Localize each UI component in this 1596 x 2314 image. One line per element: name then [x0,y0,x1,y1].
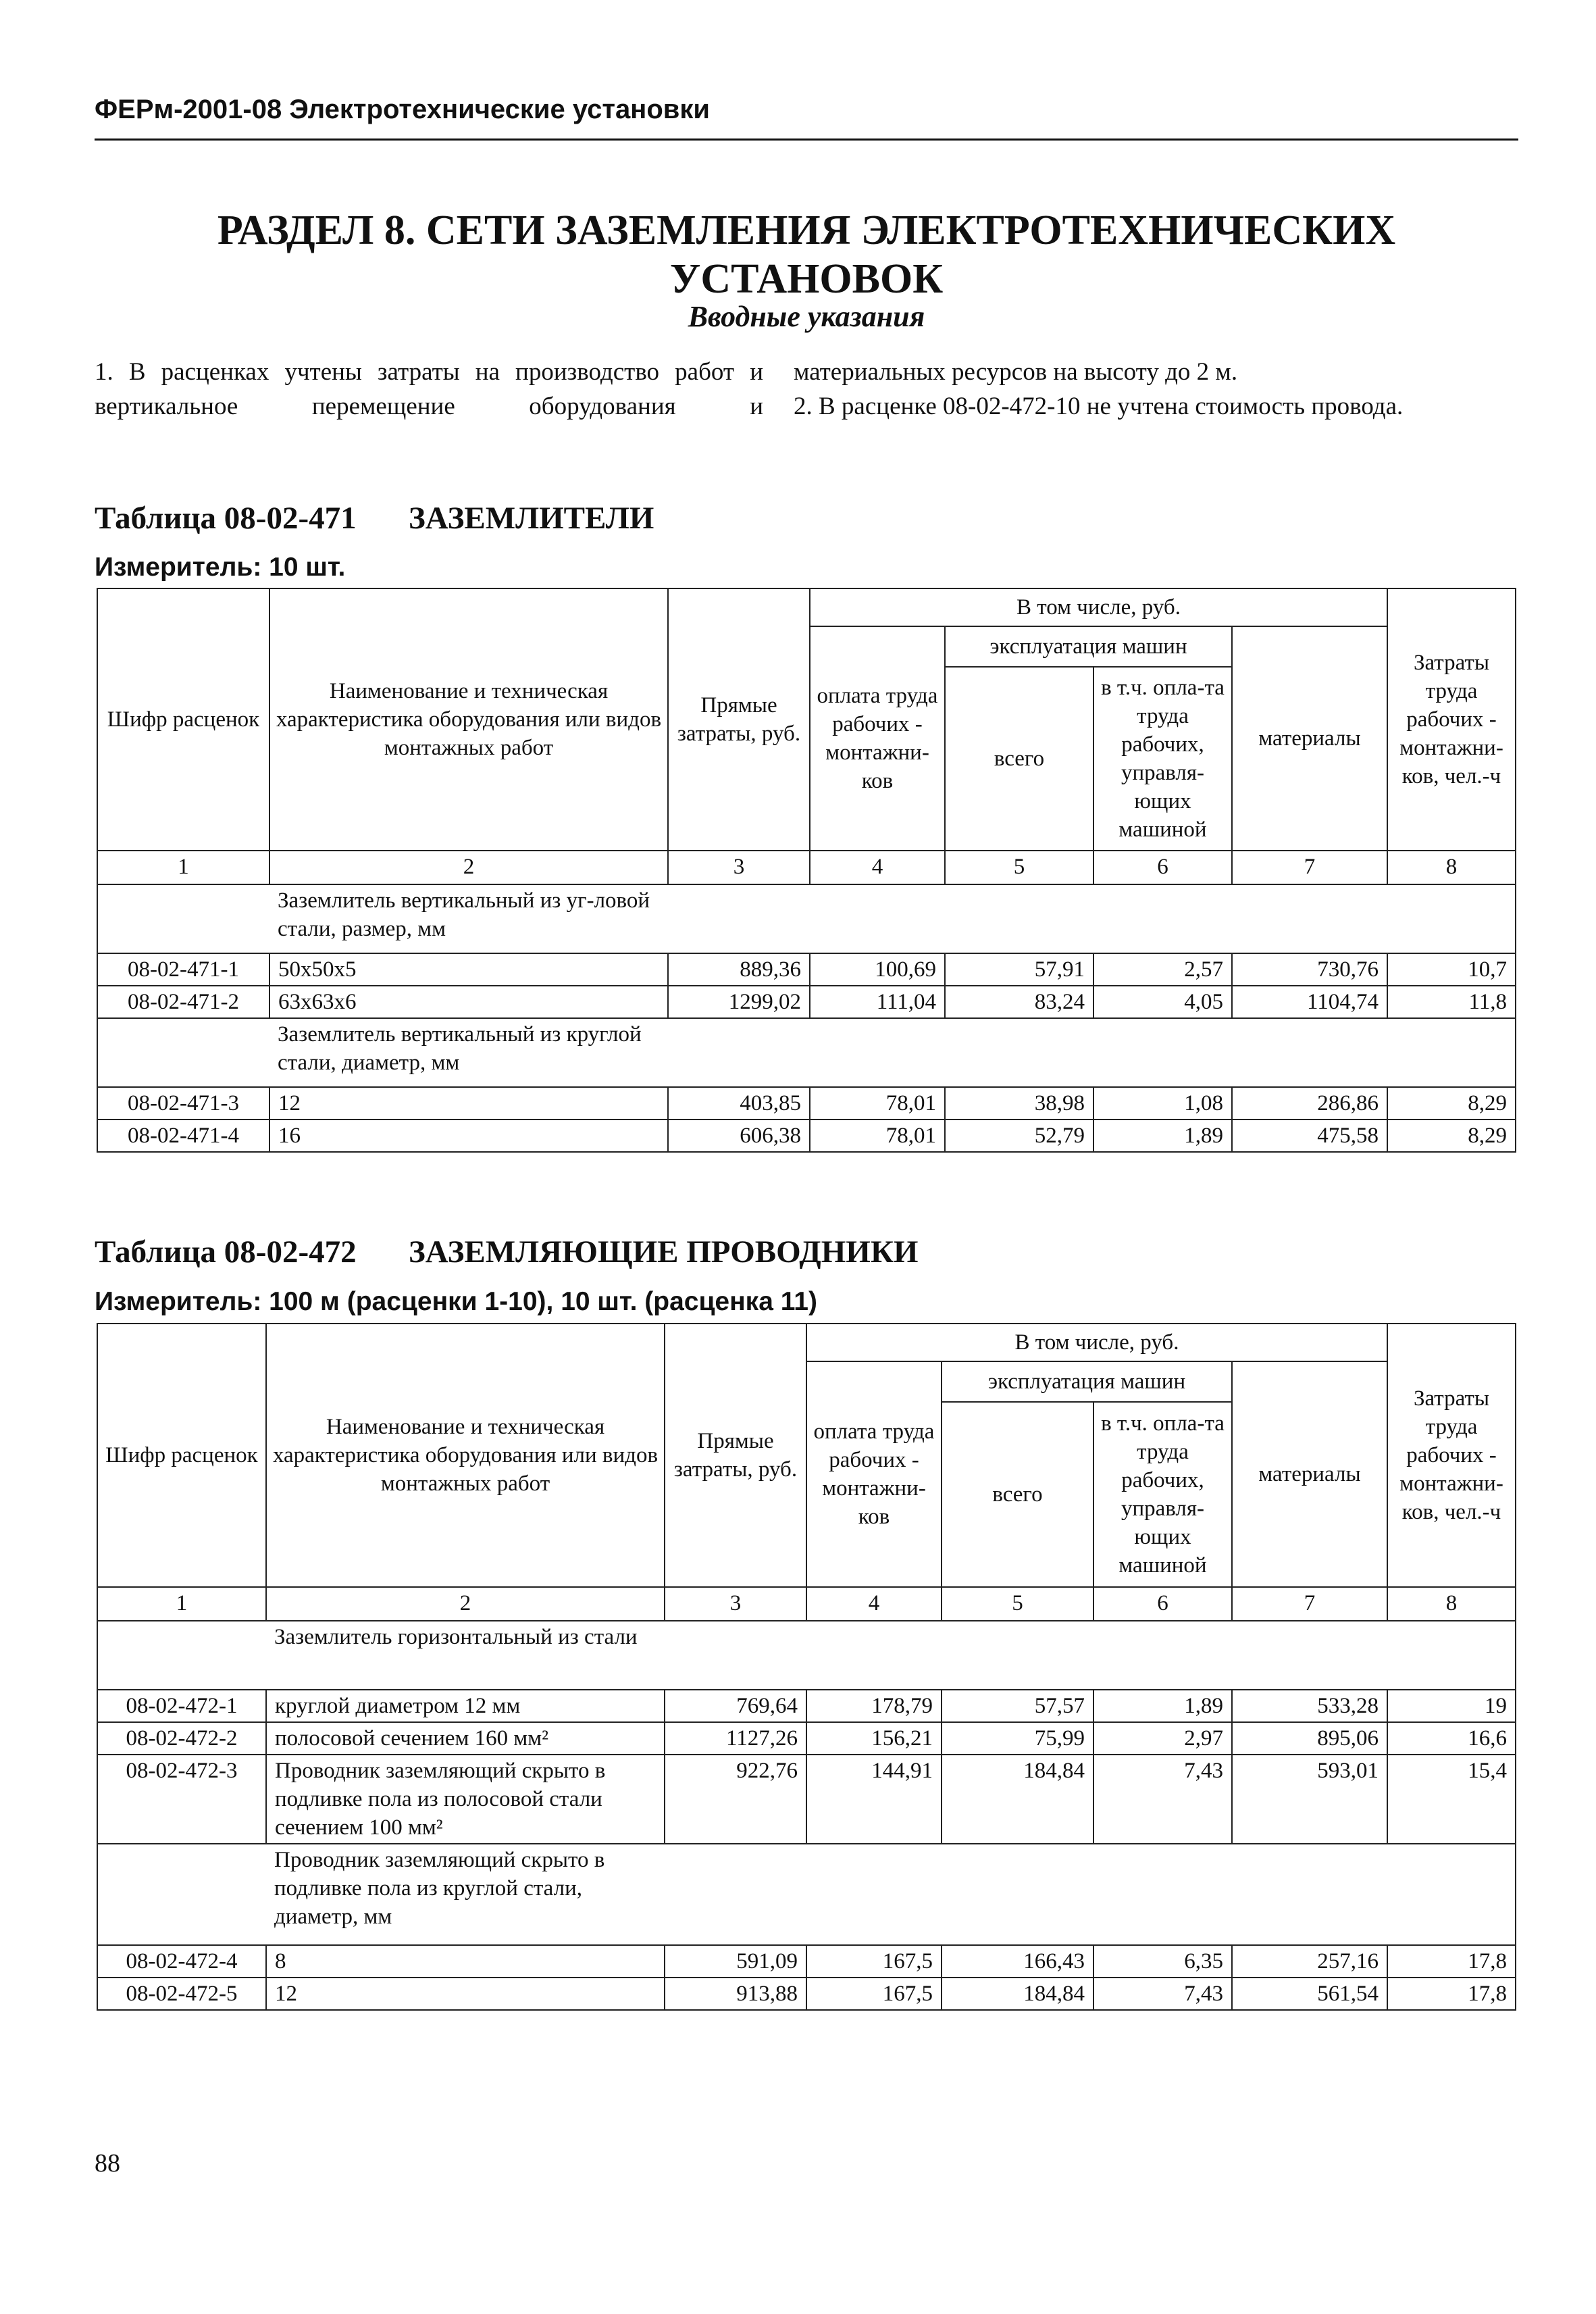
cell-direct: 769,64 [665,1690,806,1722]
cell-pay: 178,79 [806,1690,942,1722]
header-labor-pay: оплата труда рабочих - монтажни-ков [806,1361,942,1587]
cell-labor: 19 [1387,1690,1516,1722]
column-number: 3 [665,1587,806,1621]
cell-code: 08-02-471-2 [97,986,269,1018]
column-number: 5 [942,1587,1093,1621]
cell-direct: 1299,02 [668,986,810,1018]
cell-name: 50х50х5 [269,953,668,986]
table1-meter: Измеритель: 10 шт. [95,553,346,582]
table2-caption [95,1234,918,1270]
table-row [97,953,1516,986]
column-number: 4 [806,1587,942,1621]
cell-mat: 286,86 [1232,1087,1387,1120]
cell-mat: 895,06 [1232,1722,1387,1755]
cell-name: полосовой сечением 160 мм² [266,1722,665,1755]
cell-labor: 16,6 [1387,1722,1516,1755]
cell-oper: 1,89 [1093,1690,1232,1722]
column-number: 2 [269,851,668,884]
header-labor-costs: Затраты труда рабочих - монтажни-ков, чел.-ч [1387,588,1516,851]
cell-pay: 100,69 [810,953,945,986]
cell-pay: 78,01 [810,1087,945,1120]
cell-total: 75,99 [942,1722,1093,1755]
intro-right-line2: 2. В расценке 08-02-472-10 не учтена стоимость провода. [794,393,1404,420]
cell-oper: 4,05 [1093,986,1232,1018]
cell-oper: 2,57 [1093,953,1232,986]
column-number: 1 [97,1587,266,1621]
cell-pay: 156,21 [806,1722,942,1755]
cell-direct: 606,38 [668,1120,810,1152]
cell-code: 08-02-472-3 [97,1755,266,1844]
column-number: 6 [1093,1587,1232,1621]
cell-oper: 7,43 [1093,1978,1232,2010]
table2-title: ЗАЗЕМЛЯЮЩИЕ ПРОВОДНИКИ [409,1234,919,1269]
cell-oper: 1,08 [1093,1087,1232,1120]
group-row [97,1844,1516,1945]
header-direct-costs: Прямые затраты, руб. [665,1324,806,1587]
cell-mat: 533,28 [1232,1690,1387,1722]
cell-labor: 8,29 [1387,1087,1516,1120]
cell-mat: 561,54 [1232,1978,1387,2010]
cell-code: 08-02-472-2 [97,1722,266,1755]
group-row [97,1621,1516,1690]
cell-direct: 1127,26 [665,1722,806,1755]
cell-labor: 10,7 [1387,953,1516,986]
cell-pay: 111,04 [810,986,945,1018]
column-number-row [97,851,1516,884]
cell-mat: 1104,74 [1232,986,1387,1018]
cell-total: 184,84 [942,1978,1093,2010]
header-name: Наименование и техническая характеристика оборудования или видов монтажных работ [266,1324,665,1587]
section-title-line2: УСТАНОВОК [669,256,944,302]
cell-mat: 475,58 [1232,1120,1387,1152]
cell-total: 57,57 [942,1690,1093,1722]
column-number: 6 [1093,851,1232,884]
cell-direct: 591,09 [665,1945,806,1978]
table-row [97,1690,1516,1722]
table1-grid [97,588,1516,1153]
cell-labor: 17,8 [1387,1945,1516,1978]
header-machines-total: всего [942,1402,1093,1587]
page-number: 88 [95,2149,120,2178]
cell-oper: 1,89 [1093,1120,1232,1152]
header-materials: материалы [1232,1361,1387,1587]
cell-direct: 889,36 [668,953,810,986]
group-heading: Заземлитель вертикальный из уг-ловой стали, размер, мм [269,884,1516,953]
column-number: 5 [945,851,1093,884]
cell-labor: 8,29 [1387,1120,1516,1152]
header-machine-operators: в т.ч. опла-та труда рабочих, управля-ющих машиной [1093,667,1232,851]
cell-total: 166,43 [942,1945,1093,1978]
cell-labor: 11,8 [1387,986,1516,1018]
cell-total: 83,24 [945,986,1093,1018]
cell-code: 08-02-471-4 [97,1120,269,1152]
cell-name: 16 [269,1120,668,1152]
cell-code: 08-02-472-4 [97,1945,266,1978]
cell-pay: 78,01 [810,1120,945,1152]
table1-caption [95,500,654,536]
header-labor-pay: оплата труда рабочих - монтажни-ков [810,626,945,851]
group-heading: Проводник заземляющий скрыто в подливке пола из круглой стали, диаметр, мм [266,1844,1516,1945]
column-number: 1 [97,851,269,884]
cell-direct: 922,76 [665,1755,806,1844]
cell-mat: 593,01 [1232,1755,1387,1844]
cell-oper: 2,97 [1093,1722,1232,1755]
table2-rows-a [97,1690,1516,1844]
cell-labor: 17,8 [1387,1978,1516,2010]
column-number: 7 [1232,1587,1387,1621]
column-number: 8 [1387,1587,1516,1621]
header-including: В том числе, руб. [806,1324,1387,1361]
cell-direct: 913,88 [665,1978,806,2010]
header-machine-operators: в т.ч. опла-та труда рабочих, управля-ющих машиной [1093,1402,1232,1587]
column-number: 3 [668,851,810,884]
table1-rows-a [97,953,1516,1018]
table2-number: Таблица 08-02-472 [95,1234,357,1269]
intro-right-line1: материальных ресурсов на высоту до 2 м. [794,358,1238,386]
cell-total: 38,98 [945,1087,1093,1120]
group-heading: Заземлитель горизонтальный из стали [266,1621,1516,1690]
header-machines-total: всего [945,667,1093,851]
cell-code: 08-02-472-1 [97,1690,266,1722]
cell-mat: 257,16 [1232,1945,1387,1978]
header-including: В том числе, руб. [810,588,1387,626]
header-rule [95,139,1518,141]
header-materials: материалы [1232,626,1387,851]
section-title-line1: РАЗДЕЛ 8. СЕТИ ЗАЗЕМЛЕНИЯ ЭЛЕКТРОТЕХНИЧЕСКИХ [217,207,1396,253]
group-row [97,884,1516,953]
running-head: ФЕРм-2001-08 Электротехнические установки [95,95,710,124]
table-row [97,1978,1516,2010]
intro-paragraph-right [794,355,1518,424]
table-row [97,1722,1516,1755]
cell-oper: 7,43 [1093,1755,1232,1844]
cell-name: круглой диаметром 12 мм [266,1690,665,1722]
table-row [97,986,1516,1018]
cell-total: 52,79 [945,1120,1093,1152]
column-number-row [97,1587,1516,1621]
cell-labor: 15,4 [1387,1755,1516,1844]
table-row [97,1945,1516,1978]
table-row [97,1087,1516,1120]
section-subtitle: Вводные указания [688,300,925,333]
cell-total: 57,91 [945,953,1093,986]
cell-pay: 167,5 [806,1978,942,2010]
header-direct-costs: Прямые затраты, руб. [668,588,810,851]
intro-paragraph-left: 1. В расценках учтены затраты на производство работ и вертикальное перемещение оборудования и [95,358,763,420]
table1-number: Таблица 08-02-471 [95,501,357,536]
table2-grid [97,1323,1516,2011]
column-number: 4 [810,851,945,884]
cell-name: 12 [266,1978,665,2010]
cell-code: 08-02-472-5 [97,1978,266,2010]
header-machines: эксплуатация машин [942,1361,1232,1402]
table-row [97,1755,1516,1844]
cell-mat: 730,76 [1232,953,1387,986]
cell-pay: 167,5 [806,1945,942,1978]
table-row [97,1120,1516,1152]
cell-code: 08-02-471-1 [97,953,269,986]
cell-name: 12 [269,1087,668,1120]
cell-name: Проводник заземляющий скрыто в подливке пола из полосовой стали сечением 100 мм² [266,1755,665,1844]
column-number: 7 [1232,851,1387,884]
header-code: Шифр расценок [97,1324,266,1587]
cell-name: 8 [266,1945,665,1978]
column-number: 2 [266,1587,665,1621]
cell-pay: 144,91 [806,1755,942,1844]
group-heading: Заземлитель вертикальный из круглой стали, диаметр, мм [269,1018,1516,1087]
group-row [97,1018,1516,1087]
header-machines: эксплуатация машин [945,626,1232,667]
table1-rows-b [97,1087,1516,1152]
header-labor-costs: Затраты труда рабочих - монтажни-ков, чел.-ч [1387,1324,1516,1587]
header-code: Шифр расценок [97,588,269,851]
header-name: Наименование и техническая характеристика оборудования или видов монтажных работ [269,588,668,851]
table2-meter: Измеритель: 100 м (расценки 1-10), 10 шт. (расценка 11) [95,1287,817,1316]
cell-oper: 6,35 [1093,1945,1232,1978]
cell-direct: 403,85 [668,1087,810,1120]
column-number: 8 [1387,851,1516,884]
cell-code: 08-02-471-3 [97,1087,269,1120]
table2-rows-b [97,1945,1516,2010]
table1-title: ЗАЗЕМЛИТЕЛИ [409,501,654,536]
cell-total: 184,84 [942,1755,1093,1844]
cell-name: 63х63х6 [269,986,668,1018]
